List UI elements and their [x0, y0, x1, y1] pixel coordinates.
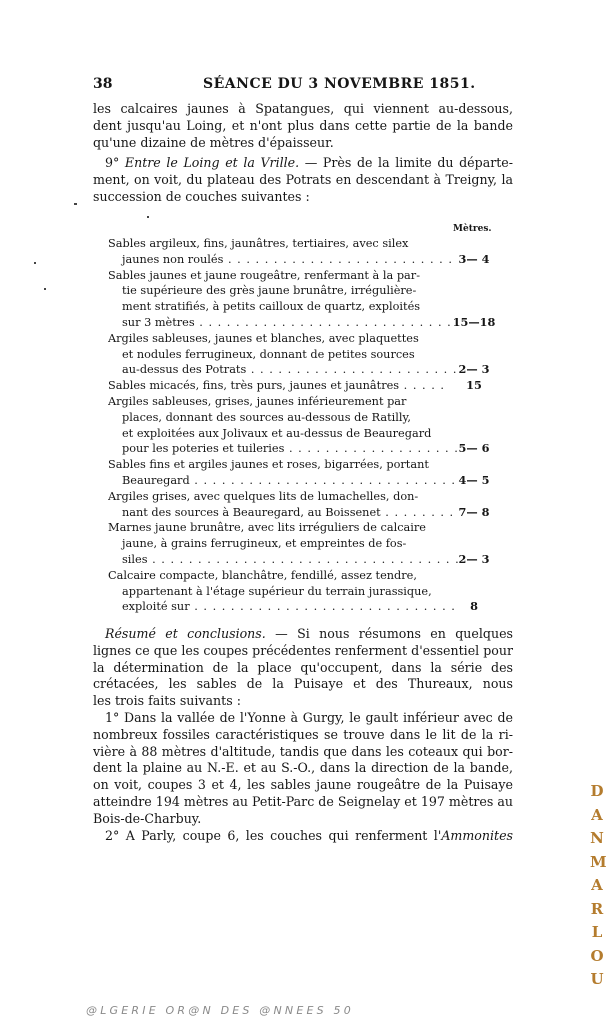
scan-speck	[34, 262, 36, 264]
table-row	[108, 331, 503, 378]
row-value: 2— 3	[458, 362, 490, 377]
scan-speck	[44, 288, 46, 290]
text-line: nombreux fossiles caractéristiques se trouve dans le lit de la ri-	[93, 726, 513, 742]
resume-paragraph	[93, 626, 513, 844]
row-desc: et nodules ferrugineux, donnant de petites sources	[122, 347, 415, 361]
text-line: vière à 88 mètres d'altitude, tandis que dans les coteaux qui bor-	[93, 743, 513, 759]
text-line	[93, 155, 513, 172]
text-line: dent la plaine au N.-E. et au S.-O., dans la direction de la bande,	[93, 760, 513, 776]
row-desc: exploité sur . . .	[108, 599, 458, 615]
table-row	[108, 236, 503, 268]
vertical-watermark: DANMARLOU	[590, 782, 607, 988]
scan-speck	[147, 216, 149, 218]
row-desc: siles . . .	[108, 552, 458, 568]
text-line: les calcaires jaunes à Spatangues, qui viennent au-dessous,	[93, 101, 513, 116]
row-desc: Marnes jaune brunâtre, avec lits irréguliers de calcaire	[108, 521, 426, 535]
row-desc: appartenant à l'étage supérieur du terrain jurassique,	[122, 584, 432, 598]
text-line: Bois-de-Charbuy.	[93, 810, 202, 826]
row-value: 15—18	[452, 314, 496, 329]
page-number: 38	[93, 76, 113, 92]
table-row	[108, 520, 503, 567]
text-line: dent jusqu'au Loing, et n'ont plus dans cette partie de la bande	[93, 117, 513, 133]
row-desc: Argiles grises, avec quelques lits de lumachelles, don-	[108, 489, 419, 503]
row-desc: Sables fins et argiles jaunes et roses, bigarrées, portant	[108, 458, 429, 472]
row-value: 7— 8	[458, 504, 490, 519]
table-row	[108, 394, 503, 457]
table-row	[108, 378, 503, 394]
text-line: ment, on voit, du plateau des Potrats en descendant à Treigny, la	[93, 171, 513, 187]
scan-speck	[74, 203, 77, 205]
row-desc: et exploitées aux Jolivaux et au-dessus de Beauregard	[122, 426, 432, 440]
row-desc: Calcaire compacte, blanchâtre, fendillé, assez tendre,	[108, 568, 417, 582]
row-desc: jaunes non roulés . . .	[108, 252, 458, 268]
row-desc: places, donnant des sources au-dessous de Ratilly,	[122, 410, 411, 424]
footer-watermark: @LGERIE OR@N DES @NNEES 50	[86, 1004, 354, 1017]
text-line	[93, 626, 513, 643]
row-value: 2— 3	[458, 551, 490, 566]
section-heading: Entre le Loing et la Vrille.	[124, 155, 300, 170]
row-desc: tie supérieure des grès jaune brunâtre, irrégulière-	[122, 284, 417, 298]
italic-word: Ammonites	[441, 827, 513, 843]
row-desc: sur 3 mètres . . .	[108, 315, 458, 331]
row-desc: ment stratifiés, à petits cailloux de quartz, exploités	[122, 300, 421, 314]
unit-header: Mètres.	[453, 224, 492, 234]
row-desc: au-dessus des Potrats . . .	[108, 362, 458, 378]
table-row	[108, 489, 503, 521]
row-desc: Beauregard . . .	[108, 473, 458, 489]
text-fragment: — Près de la limite du départe-	[299, 155, 513, 170]
running-header	[93, 76, 513, 94]
row-value: 3— 4	[458, 251, 490, 266]
row-desc: Sables jaunes et jaune rougeâtre, renfermant à la par-	[108, 268, 421, 282]
intro-paragraph	[93, 101, 513, 151]
resume-heading: Résumé et conclusions.	[105, 626, 266, 641]
row-desc: Argiles sableuses, grises, jaunes inférieurement par	[108, 394, 407, 408]
row-value: 15	[466, 378, 482, 393]
text-line: qu'une dizaine de mètres d'épaisseur.	[93, 134, 334, 150]
table-row	[108, 457, 503, 489]
row-desc: Sables argileux, fins, jaunâtres, tertiaires, avec silex	[108, 237, 409, 250]
row-value: 5— 6	[458, 441, 490, 456]
text-line: on voit, coupes 3 et 4, les sables jaune rougeâtre de la Puisaye	[93, 777, 513, 793]
section-number: 9°	[105, 155, 120, 170]
row-value: 8	[470, 599, 478, 614]
table-row	[108, 268, 503, 331]
row-desc: nant des sources à Beauregard, au Boissenet . . .	[108, 505, 458, 521]
text-line: crétacées, les sables de la Puisaye et des Thureaux, nous	[93, 676, 513, 692]
text-fragment: 2° A Parly, coupe 6, les couches qui renferment l'	[105, 827, 442, 843]
section-9-intro	[93, 155, 513, 205]
text-line: lignes ce que les coupes précédentes renferment d'essentiel pour	[93, 642, 513, 658]
text-line: 1° Dans la vallée de l'Yonne à Gurgy, le gault inférieur avec de	[105, 709, 513, 725]
table-row	[108, 568, 503, 615]
row-desc: pour les poteries et tuileries . . .	[108, 441, 458, 457]
text-fragment: — Si nous résumons en quelques	[265, 626, 513, 641]
text-line: les trois faits suivants :	[93, 693, 241, 709]
text-line	[93, 828, 513, 845]
text-line: succession de couches suivantes :	[93, 188, 310, 204]
row-value: 4— 5	[458, 472, 490, 487]
row-desc: Argiles sableuses, jaunes et blanches, avec plaquettes	[108, 331, 419, 345]
header-title: SÉANCE DU 3 NOVEMBRE 1851.	[203, 76, 476, 92]
row-desc: jaune, à grains ferrugineux, et empreintes de fos-	[122, 537, 407, 551]
text-line: la détermination de la place qu'occupent, dans la série des	[93, 659, 513, 675]
strata-table	[108, 236, 503, 615]
row-desc: Sables micacés, fins, très purs, jaunes et jaunâtres . . .	[108, 378, 444, 394]
text-line: atteindre 194 mètres au Petit-Parc de Seignelay et 197 mètres au	[93, 793, 513, 809]
